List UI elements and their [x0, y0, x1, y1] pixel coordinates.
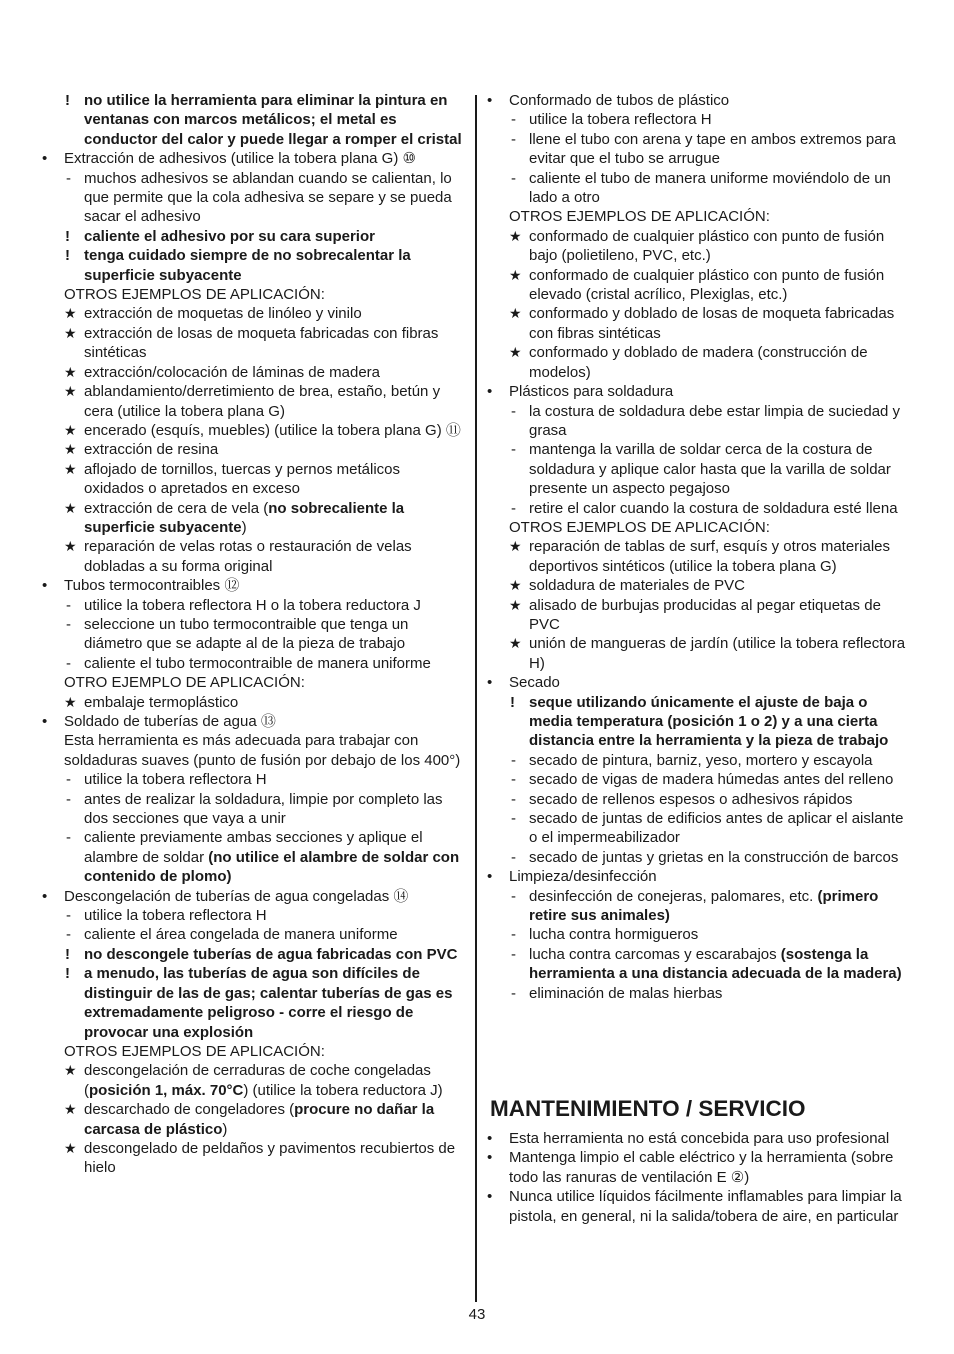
item-text: muchos adhesivos se ablandan cuando se calientan, lo que permite que la cola adhesiva se separe y se pueda sacar el adhesivo — [84, 169, 452, 226]
item-text-pre: descongelación de cerraduras de coche congeladas ( — [84, 1062, 431, 1099]
item-text-pre: descarchado de congeladores ( — [84, 1101, 295, 1119]
star-marker: ★ — [64, 693, 77, 710]
item-text: no utilice la herramienta para eliminar la pintura en ventanas con marcos metálicos; el metal es conductor del calor y puede llegar a romper el cristal — [84, 92, 462, 148]
list-item-star — [485, 266, 913, 305]
star-marker: ★ — [64, 421, 77, 438]
dash-marker: - — [511, 790, 516, 808]
list-item-bang — [40, 227, 464, 246]
star-marker: ★ — [64, 324, 77, 341]
dash-marker: - — [66, 654, 71, 672]
list-item-dash — [485, 945, 913, 984]
list-item-star — [485, 343, 913, 382]
page-number: 43 — [468, 1306, 486, 1323]
dash-marker: - — [66, 829, 71, 847]
item-text — [529, 888, 878, 924]
item-text: Nunca utilice líquidos fácilmente inflamables para limpiar la pistola, en general, ni la salida/tobera de aire, en particular — [509, 1188, 902, 1225]
bullet-marker: • — [42, 887, 48, 905]
bullet-marker: • — [42, 577, 48, 595]
item-text: Conformado de tubos de plástico — [509, 92, 730, 109]
dash-marker: - — [511, 441, 516, 459]
item-text: descongelado de peldaños y pavimentos recubiertos de hielo — [84, 1139, 456, 1177]
item-text: tenga cuidado siempre de no sobrecalentar la superficie subyacente — [84, 247, 411, 284]
dash-marker: - — [511, 751, 516, 769]
bullet-marker: • — [487, 1188, 493, 1206]
list-item-dash — [485, 402, 913, 441]
star-marker: ★ — [64, 305, 77, 322]
list-item-dash — [485, 751, 913, 770]
item-text: extracción de losas de moqueta fabricadas con fibras sintéticas — [84, 324, 439, 362]
list-item-star — [40, 1139, 464, 1178]
bang-marker: ! — [65, 92, 70, 109]
item-text-pre: extracción de cera de vela ( — [84, 499, 269, 517]
list-item-star — [40, 324, 464, 363]
item-text: Descongelación de tuberías de agua congeladas ⑭ — [64, 887, 409, 905]
dash-marker: - — [511, 887, 516, 905]
list-item-bullet — [485, 382, 913, 401]
list-item-star — [40, 382, 464, 421]
right-column — [485, 91, 913, 1003]
item-text: unión de mangueras de jardín (utilice la tobera reflectora H) — [529, 635, 906, 672]
dash-marker: - — [511, 984, 516, 1002]
bang-marker: ! — [65, 227, 70, 245]
list-item-dash — [485, 925, 913, 944]
item-text: conformado y doblado de madera (construcción de modelos) — [529, 344, 868, 381]
item-text: extracción de resina — [84, 441, 219, 459]
star-marker: ★ — [509, 596, 522, 613]
item-text: eliminación de malas hierbas — [529, 984, 723, 1002]
left-column — [40, 91, 464, 1178]
item-text: Extracción de adhesivos (utilice la tobera plana G) ⑩ — [64, 150, 416, 168]
bang-marker: ! — [510, 693, 515, 711]
item-text — [84, 1101, 434, 1137]
item-text: Soldado de tuberías de agua ⑬ — [64, 713, 276, 730]
item-text-post: ) — [241, 518, 247, 536]
list-item-bullet — [40, 712, 464, 731]
bullet-marker: • — [487, 1130, 493, 1147]
item-text: conformado de cualquier plástico con punto de fusión elevado (cristal acrílico, Plexiglas, etc.) — [529, 266, 885, 304]
item-text: conformado de cualquier plástico con punto de fusión bajo (polietileno, PVC, etc.) — [529, 227, 885, 265]
bullet-marker: • — [487, 868, 493, 886]
list-item-dash — [485, 440, 913, 498]
list-item-star — [40, 440, 464, 459]
list-item-dash — [485, 169, 913, 208]
list-item-plain — [40, 731, 464, 770]
list-item-dash — [485, 848, 913, 867]
item-text: Secado — [509, 674, 560, 692]
list-item-bullet — [485, 1187, 913, 1226]
item-text: seleccione un tubo termocontraible que tenga un diámetro que se adapte al de la pieza de trabajo — [84, 615, 409, 653]
bullet-marker: • — [487, 383, 493, 401]
item-text: utilice la tobera reflectora H o la tobera reductora J — [84, 596, 421, 614]
item-text: reparación de velas rotas o restauración de velas dobladas a su forma original — [84, 538, 412, 575]
star-marker: ★ — [64, 538, 77, 555]
list-item-star — [40, 304, 464, 323]
item-text: encerado (esquís, muebles) (utilice la tobera plana G) ⑪ — [84, 421, 461, 439]
item-text: secado de rellenos espesos o adhesivos rápidos — [529, 790, 853, 808]
bang-marker: ! — [65, 965, 70, 983]
item-text-bold: (primero retire sus animales) — [529, 887, 879, 925]
list-item-star — [40, 499, 464, 538]
star-marker: ★ — [509, 266, 522, 283]
list-item-bullet — [485, 867, 913, 886]
list-item-star — [40, 421, 464, 440]
list-item-star — [485, 537, 913, 576]
list-item-plain — [40, 673, 464, 692]
star-marker: ★ — [64, 383, 77, 400]
list-item-dash — [485, 499, 913, 518]
list-item-bang — [40, 246, 464, 285]
item-text: a menudo, las tuberías de agua son difíciles de distinguir de las de gas; calentar tuberías de gas es extremadamente peligroso - corre el riesgo de provocar una explosión — [84, 965, 453, 1041]
dash-marker: - — [66, 790, 71, 808]
list-item-star — [485, 227, 913, 266]
item-text: OTRO EJEMPLO DE APLICACIÓN: — [64, 674, 305, 692]
list-item-star — [485, 304, 913, 343]
list-item-bullet — [40, 887, 464, 906]
item-text: seque utilizando únicamente el ajuste de baja o media temperatura (posición 1 o 2) y a una cierta distancia entre la herramienta y la pieza de trabajo — [529, 693, 889, 750]
list-item-plain — [40, 285, 464, 304]
item-text: secado de juntas de edificios antes de aplicar el aislante o el impermeabilizador — [529, 810, 904, 847]
item-text: Esta herramienta es más adecuada para trabajar con soldaduras suaves (punto de fusión por debajo de los 400°) — [64, 732, 461, 769]
item-text: llene el tubo con arena y tape en ambos extremos para evitar que el tubo se arrugue — [529, 130, 896, 168]
list-item-dash — [40, 654, 464, 673]
star-marker: ★ — [509, 227, 522, 244]
star-marker: ★ — [509, 577, 522, 594]
list-item-bang — [40, 91, 464, 149]
item-text: la costura de soldadura debe estar limpia de suciedad y grasa — [529, 402, 901, 439]
list-item-bullet — [485, 91, 913, 110]
star-marker: ★ — [64, 1139, 77, 1156]
bullet-marker: • — [42, 713, 48, 730]
bullet-marker: • — [487, 674, 493, 692]
item-text: alisado de burbujas producidas al pegar etiquetas de PVC — [529, 596, 881, 633]
list-item-dash — [485, 984, 913, 1003]
dash-marker: - — [511, 848, 516, 866]
list-item-star — [40, 1100, 464, 1139]
item-text-pre: lucha contra carcomas y escarabajos — [529, 945, 781, 963]
item-text-bold: (no utilice el alambre de soldar con contenido de plomo) — [84, 848, 460, 886]
dash-marker: - — [511, 499, 516, 517]
list-item-dash — [40, 770, 464, 789]
item-text: extracción/colocación de láminas de madera — [84, 363, 380, 381]
item-text: embalaje termoplástico — [84, 693, 239, 711]
item-text: no descongele tuberías de agua fabricadas con PVC — [84, 945, 458, 963]
item-text: antes de realizar la soldadura, limpie por completo las dos secciones que vaya a unir — [84, 790, 443, 828]
item-text-post: ) (utilice la tobera reductora J) — [243, 1081, 443, 1099]
list-item-dash — [40, 906, 464, 925]
item-text: mantenga la varilla de soldar cerca de la costura de soldadura y aplique calor hasta que la varilla de soldar presente un aspecto pegajoso — [529, 441, 891, 498]
maintenance-list — [485, 1129, 913, 1226]
list-item-star — [40, 1061, 464, 1100]
item-text: Limpieza/desinfección — [509, 868, 657, 886]
item-text: aflojado de tornillos, tuercas y pernos metálicos oxidados o apretados en exceso — [84, 460, 400, 498]
item-text-post: ) — [222, 1120, 228, 1138]
item-text: caliente el tubo de manera uniforme moviéndolo de un lado a otro — [529, 169, 891, 207]
item-text: secado de juntas y grietas en la construcción de barcos — [529, 848, 899, 866]
star-marker: ★ — [509, 344, 522, 361]
bullet-marker: • — [42, 150, 48, 168]
item-text: caliente el área congelada de manera uniforme — [84, 926, 398, 944]
item-text-bold: no sobrecaliente la superficie subyacente — [84, 499, 405, 536]
dash-marker: - — [511, 111, 516, 129]
item-text: caliente el adhesivo por su cara superior — [84, 227, 375, 245]
bullet-marker: • — [487, 92, 493, 109]
item-text: soldadura de materiales de PVC — [529, 577, 745, 595]
list-item-dash — [485, 110, 913, 129]
item-text: extracción de moquetas de linóleo y vinilo — [84, 305, 362, 323]
item-text — [529, 946, 902, 982]
list-item-bang — [40, 945, 464, 964]
list-item-plain — [40, 1042, 464, 1061]
star-marker: ★ — [64, 1101, 77, 1118]
list-item-star — [40, 363, 464, 382]
item-text: OTROS EJEMPLOS DE APLICACIÓN: — [509, 518, 770, 536]
item-text: lucha contra hormigueros — [529, 926, 699, 944]
item-text: utilice la tobera reflectora H — [84, 771, 267, 789]
dash-marker: - — [511, 130, 516, 148]
list-item-bullet — [485, 673, 913, 692]
item-text: conformado y doblado de losas de moqueta fabricadas con fibras sintéticas — [529, 305, 895, 342]
star-marker: ★ — [64, 441, 77, 458]
bang-marker: ! — [65, 945, 70, 963]
list-item-star — [40, 460, 464, 499]
list-item-dash — [485, 809, 913, 848]
star-marker: ★ — [64, 499, 77, 516]
list-item-star — [485, 596, 913, 635]
list-item-star — [485, 576, 913, 595]
item-text: Esta herramienta no está concebida para uso profesional — [509, 1130, 890, 1147]
item-text: reparación de tablas de surf, esquís y otros materiales deportivos sintéticos (utilice la tobera plana G) — [529, 538, 891, 575]
dash-marker: - — [66, 926, 71, 944]
list-item-dash — [40, 828, 464, 886]
item-text: caliente el tubo termocontraible de manera uniforme — [84, 654, 431, 672]
item-text — [84, 829, 459, 885]
list-item-plain — [485, 207, 913, 226]
section-heading — [490, 1096, 805, 1122]
item-text: utilice la tobera reflectora H — [84, 907, 267, 925]
item-text: secado de vigas de madera húmedas antes del relleno — [529, 771, 894, 789]
list-item-dash — [40, 925, 464, 944]
item-text: OTROS EJEMPLOS DE APLICACIÓN: — [509, 208, 770, 226]
item-text: OTROS EJEMPLOS DE APLICACIÓN: — [64, 286, 325, 304]
item-text: utilice la tobera reflectora H — [529, 111, 712, 129]
list-item-dash — [485, 130, 913, 169]
dash-marker: - — [511, 926, 516, 944]
item-text: OTROS EJEMPLOS DE APLICACIÓN: — [64, 1042, 325, 1060]
list-item-dash — [40, 790, 464, 829]
list-item-bullet — [485, 1129, 913, 1148]
bullet-marker: • — [487, 1149, 493, 1167]
dash-marker: - — [66, 615, 71, 633]
list-item-dash — [485, 770, 913, 789]
item-text — [84, 1062, 443, 1098]
item-text: Mantenga limpio el cable eléctrico y la herramienta (sobre todo las ranuras de ventilación E ②) — [509, 1149, 894, 1186]
item-text: Tubos termocontraibles ⑫ — [64, 577, 240, 595]
list-item-plain — [485, 518, 913, 537]
dash-marker: - — [511, 169, 516, 187]
item-text — [84, 500, 404, 536]
dash-marker: - — [511, 945, 516, 963]
star-marker: ★ — [509, 305, 522, 322]
maintenance-heading: MANTENIMIENTO / SERVICIO — [490, 1096, 806, 1121]
list-item-dash — [40, 169, 464, 227]
list-item-dash — [485, 887, 913, 926]
list-item-dash — [40, 615, 464, 654]
item-text-pre: desinfección de conejeras, palomares, etc. — [529, 887, 818, 905]
dash-marker: - — [66, 596, 71, 614]
column-divider — [475, 95, 477, 1302]
list-item-bullet — [40, 149, 464, 168]
item-text-bold: (sostenga la herramienta a una distancia adecuada de la madera) — [529, 945, 902, 983]
list-item-star — [40, 537, 464, 576]
item-text-pre: caliente previamente ambas secciones y aplique el alambre de soldar — [84, 829, 423, 866]
dash-marker: - — [511, 810, 516, 828]
list-item-bang — [485, 693, 913, 751]
bang-marker: ! — [65, 247, 70, 265]
star-marker: ★ — [64, 1062, 77, 1079]
dash-marker: - — [511, 771, 516, 789]
item-text: ablandamiento/derretimiento de brea, estaño, betún y cera (utilice la tobera plana G) — [84, 383, 441, 420]
list-item-dash — [40, 596, 464, 615]
item-text: secado de pintura, barniz, yeso, mortero y escayola — [529, 751, 873, 769]
star-marker: ★ — [64, 363, 77, 380]
item-text-bold: procure no dañar la carcasa de plástico — [84, 1101, 435, 1138]
star-marker: ★ — [509, 538, 522, 555]
list-item-dash — [485, 790, 913, 809]
item-text: retire el calor cuando la costura de soldadura esté llena — [529, 499, 898, 517]
dash-marker: - — [511, 402, 516, 420]
item-text-bold: posición 1, máx. 70°C — [89, 1081, 244, 1099]
list-item-star — [485, 634, 913, 673]
list-item-bullet — [40, 576, 464, 595]
list-item-bang — [40, 964, 464, 1042]
list-item-bullet — [485, 1148, 913, 1187]
dash-marker: - — [66, 169, 71, 187]
dash-marker: - — [66, 907, 71, 925]
dash-marker: - — [66, 771, 71, 789]
star-marker: ★ — [509, 635, 522, 652]
list-item-star — [40, 693, 464, 712]
item-text: Plásticos para soldadura — [509, 383, 674, 401]
star-marker: ★ — [64, 460, 77, 477]
